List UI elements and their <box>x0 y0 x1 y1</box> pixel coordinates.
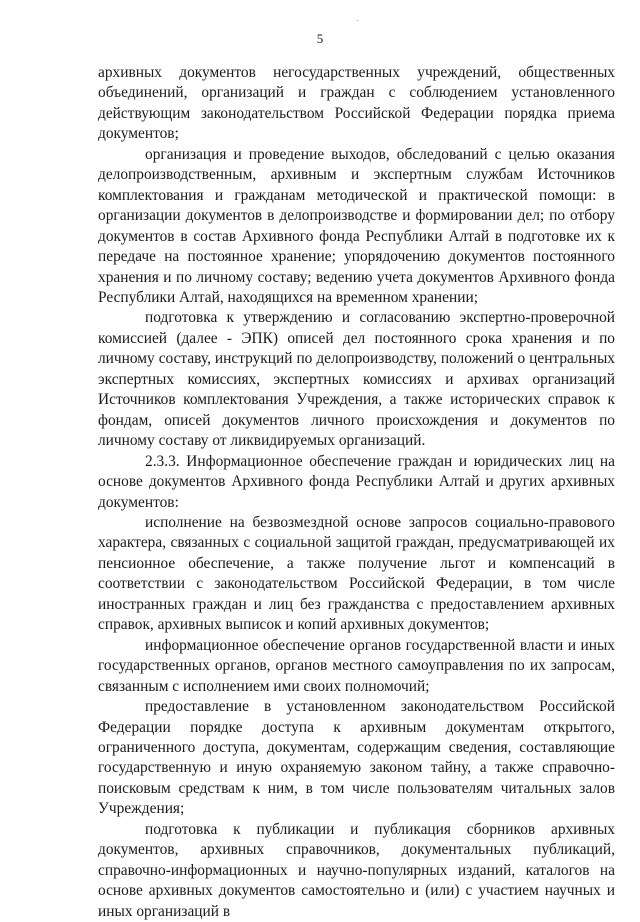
paragraph-government-info: информационное обеспечение органов государственной власти и иных государственных органов, органов местного самоуправления по их запросам, связанным с исполнением ими своих полномочий; <box>98 636 615 695</box>
paragraph-access-provision: предоставление в установленном законодательством Российской Федерации порядке доступа к архивным документам открытого, ограниченного доступа, документам, содержащим сведения, составляющие государственную и иную охраняемую законом тайну, а также справочно-поисковым средствам к ним, в том числе пользователям читальных залов Учреждения; <box>98 698 615 818</box>
page-number: 5 <box>316 31 324 46</box>
paragraph-publication: подготовка к публикации и публикация сборников архивных документов, архивных справочников, документальных публикаций, справочно-информационных и научно-популярных изданий, каталогов на основе архивных документов самостоятельно и (или) с участием научных и иных организаций в <box>98 820 615 920</box>
document-body <box>98 63 615 922</box>
paragraph-epk-approval: подготовка к утверждению и согласованию экспертно-проверочной комиссией (далее - ЭПК) описей дел постоянного срока хранения и по личному составу, инструкций по делопроизводству, положений о центральных экспертных комиссиях, экспертных комиссиях и архивах организаций Источников комплектования Учреждения, а также исторических справок к фондам, описей документов личного происхождения и документов по личному составу от ликвидируемых организаций. <box>98 309 615 450</box>
scan-speck <box>357 20 358 21</box>
paragraph-continuation: архивных документов негосударственных учреждений, общественных объединений, организаций и граждан с соблюдением установленного действующим законодательством Российской Федерации порядка приема документов; <box>98 64 615 143</box>
paragraph-social-requests: исполнение на безвозмездной основе запросов социально-правового характера, связанных с социальной защитой граждан, предусматривающей их пенсионное обеспечение, а также получение льгот и компенсаций в соответствии с законодательством Российской Федерации, в том числе иностранных граждан и лиц без гражданства с предоставлением архивных справок, архивных выписок и копий архивных документов; <box>98 513 615 634</box>
section-heading-2-3-3: 2.3.3. Информационное обеспечение граждан и юридических лиц на основе документов Архивного фонда Республики Алтай и других архивных документов: <box>98 452 615 511</box>
paragraph-field-visits: организация и проведение выходов, обследований с целью оказания делопроизводственным, архивным и экспертным службам Источников комплектования и гражданам методической и практической помощи: в организации документов в делопроизводстве и формировании дел; по отбору документов в состав Архивного фонда Республики Алтай в подготовке их к передаче на постоянное хранение; упорядочению документов постоянного хранения и по личному составу; ведению учета документов Архивного фонда Республики Алтай, находящихся на временном хранении; <box>98 145 615 306</box>
